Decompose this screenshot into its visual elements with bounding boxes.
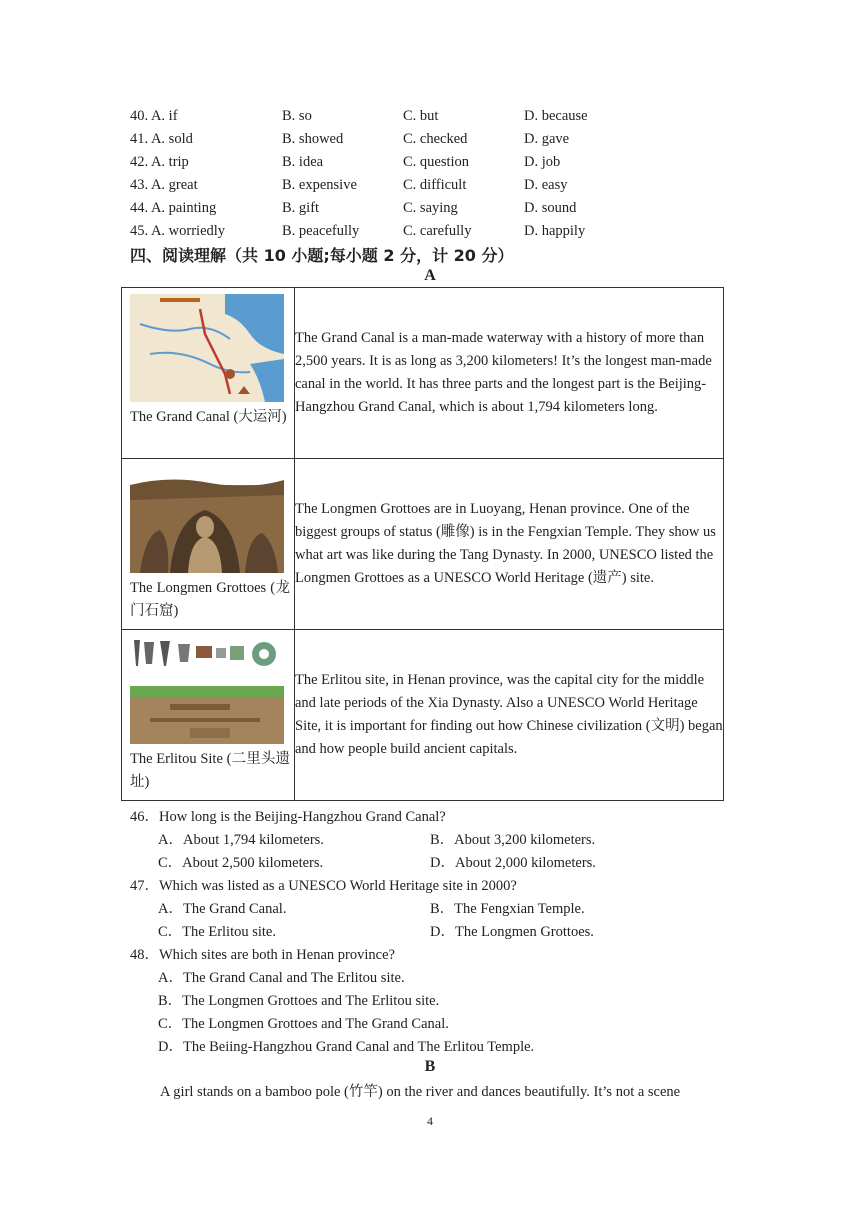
image-caption: The Grand Canal (大运河) bbox=[130, 409, 287, 425]
passage-b-text: A girl stands on a bamboo pole (竹竿) on the river and dances beautifully. It’s not a scene bbox=[160, 1084, 681, 1100]
choice-b: B．About 3,200 kilometers. bbox=[430, 832, 596, 848]
image-caption: The Erlitou Site (二里头遗址) bbox=[130, 751, 290, 790]
option-d: D. sound bbox=[524, 200, 577, 216]
option-b: B. gift bbox=[282, 200, 320, 216]
grottoes-image bbox=[130, 465, 284, 573]
choice-a: A．The Grand Canal and The Erlitou site. bbox=[158, 970, 405, 986]
sites-table bbox=[121, 287, 724, 801]
erlitou-image bbox=[130, 636, 284, 744]
canal-map-image bbox=[130, 294, 284, 402]
image-cell bbox=[122, 630, 295, 801]
option-d: D. happily bbox=[524, 223, 586, 239]
choice-d: D．The Beiing-Hangzhou Grand Canal and The Erlitou Temple. bbox=[158, 1039, 535, 1055]
cloze-option-row bbox=[130, 174, 730, 196]
page-number: 4 bbox=[427, 1114, 433, 1128]
option-d: D. gave bbox=[524, 131, 570, 147]
option-a: 43. A. great bbox=[130, 177, 198, 193]
option-b: B. peacefully bbox=[282, 223, 360, 239]
option-d: D. easy bbox=[524, 177, 568, 193]
cloze-option-row bbox=[130, 220, 730, 242]
option-c: C. carefully bbox=[403, 223, 472, 239]
option-a: 42. A. trip bbox=[130, 154, 189, 170]
image-caption: The Longmen Grottoes (龙门石窟) bbox=[130, 580, 290, 619]
cloze-option-row bbox=[130, 105, 730, 127]
option-b: B. expensive bbox=[282, 177, 357, 193]
option-d: D. job bbox=[524, 154, 561, 170]
question-stem: 48．Which sites are both in Henan province? bbox=[130, 947, 395, 963]
choice-b: B．The Fengxian Temple. bbox=[430, 901, 585, 917]
choice-d: D．About 2,000 kilometers. bbox=[430, 855, 596, 871]
question-stem: 47．Which was listed as a UNESCO World Heritage site in 2000? bbox=[130, 878, 517, 894]
choice-d: D．The Longmen Grottoes. bbox=[430, 924, 594, 940]
choice-a: A．The Grand Canal. bbox=[158, 901, 287, 917]
site-description: The Erlitou site, in Henan province, was the capital city for the middle and late periods of the Xia Dynasty. Also a UNESCO World Heritage Site, it is important for finding out how Chinese civilization (文明) began and how people build ancient capitals. bbox=[295, 630, 724, 801]
image-cell bbox=[122, 459, 295, 630]
question-stem: 46．How long is the Beijing-Hangzhou Grand Canal? bbox=[130, 809, 446, 825]
option-a: 44. A. painting bbox=[130, 200, 217, 216]
site-description: The Longmen Grottoes are in Luoyang, Henan province. One of the biggest groups of status (雕像) is in the Fengxian Temple. They show us what art was like during the Tang Dynasty. In 2000, UNESCO listed the Longmen Grottoes as a UNESCO World Heritage (遗产) site. bbox=[295, 459, 724, 630]
option-c: C. question bbox=[403, 154, 470, 170]
passage-b-label: B bbox=[424, 1058, 436, 1075]
option-b: B. so bbox=[282, 108, 312, 124]
choice-a: A．About 1,794 kilometers. bbox=[158, 832, 324, 848]
choice-c: C．The Erlitou site. bbox=[158, 924, 276, 940]
option-c: C. difficult bbox=[403, 177, 467, 193]
option-c: C. saying bbox=[403, 200, 458, 216]
option-b: B. idea bbox=[282, 154, 324, 170]
passage-a-label: A bbox=[424, 267, 436, 284]
option-a: 40. A. if bbox=[130, 108, 178, 124]
cloze-option-row bbox=[130, 151, 730, 173]
choice-c: C．The Longmen Grottoes and The Grand Canal. bbox=[158, 1016, 449, 1032]
option-d: D. because bbox=[524, 108, 588, 124]
site-description: The Grand Canal is a man-made waterway with a history of more than 2,500 years. It is as long as 3,200 kilometers! It’s the longest man-made canal in the world. It has three parts and the longest part is the Beijing-Hangzhou Grand Canal, which is about 1,794 kilometers long. bbox=[295, 288, 724, 459]
option-b: B. showed bbox=[282, 131, 344, 147]
choice-c: C．About 2,500 kilometers. bbox=[158, 855, 324, 871]
option-a: 41. A. sold bbox=[130, 131, 193, 147]
table-row bbox=[122, 288, 724, 459]
option-c: C. but bbox=[403, 108, 439, 124]
image-cell bbox=[122, 288, 295, 459]
section-title: 四、阅读理解（共 10 小题;每小题 2 分，计 20 分） bbox=[130, 246, 514, 265]
choice-b: B．The Longmen Grottoes and The Erlitou site. bbox=[158, 993, 440, 1009]
option-c: C. checked bbox=[403, 131, 468, 147]
option-a: 45. A. worriedly bbox=[130, 223, 226, 239]
cloze-option-row bbox=[130, 197, 730, 219]
table-row bbox=[122, 459, 724, 630]
table-row bbox=[122, 630, 724, 801]
cloze-option-row bbox=[130, 128, 730, 150]
